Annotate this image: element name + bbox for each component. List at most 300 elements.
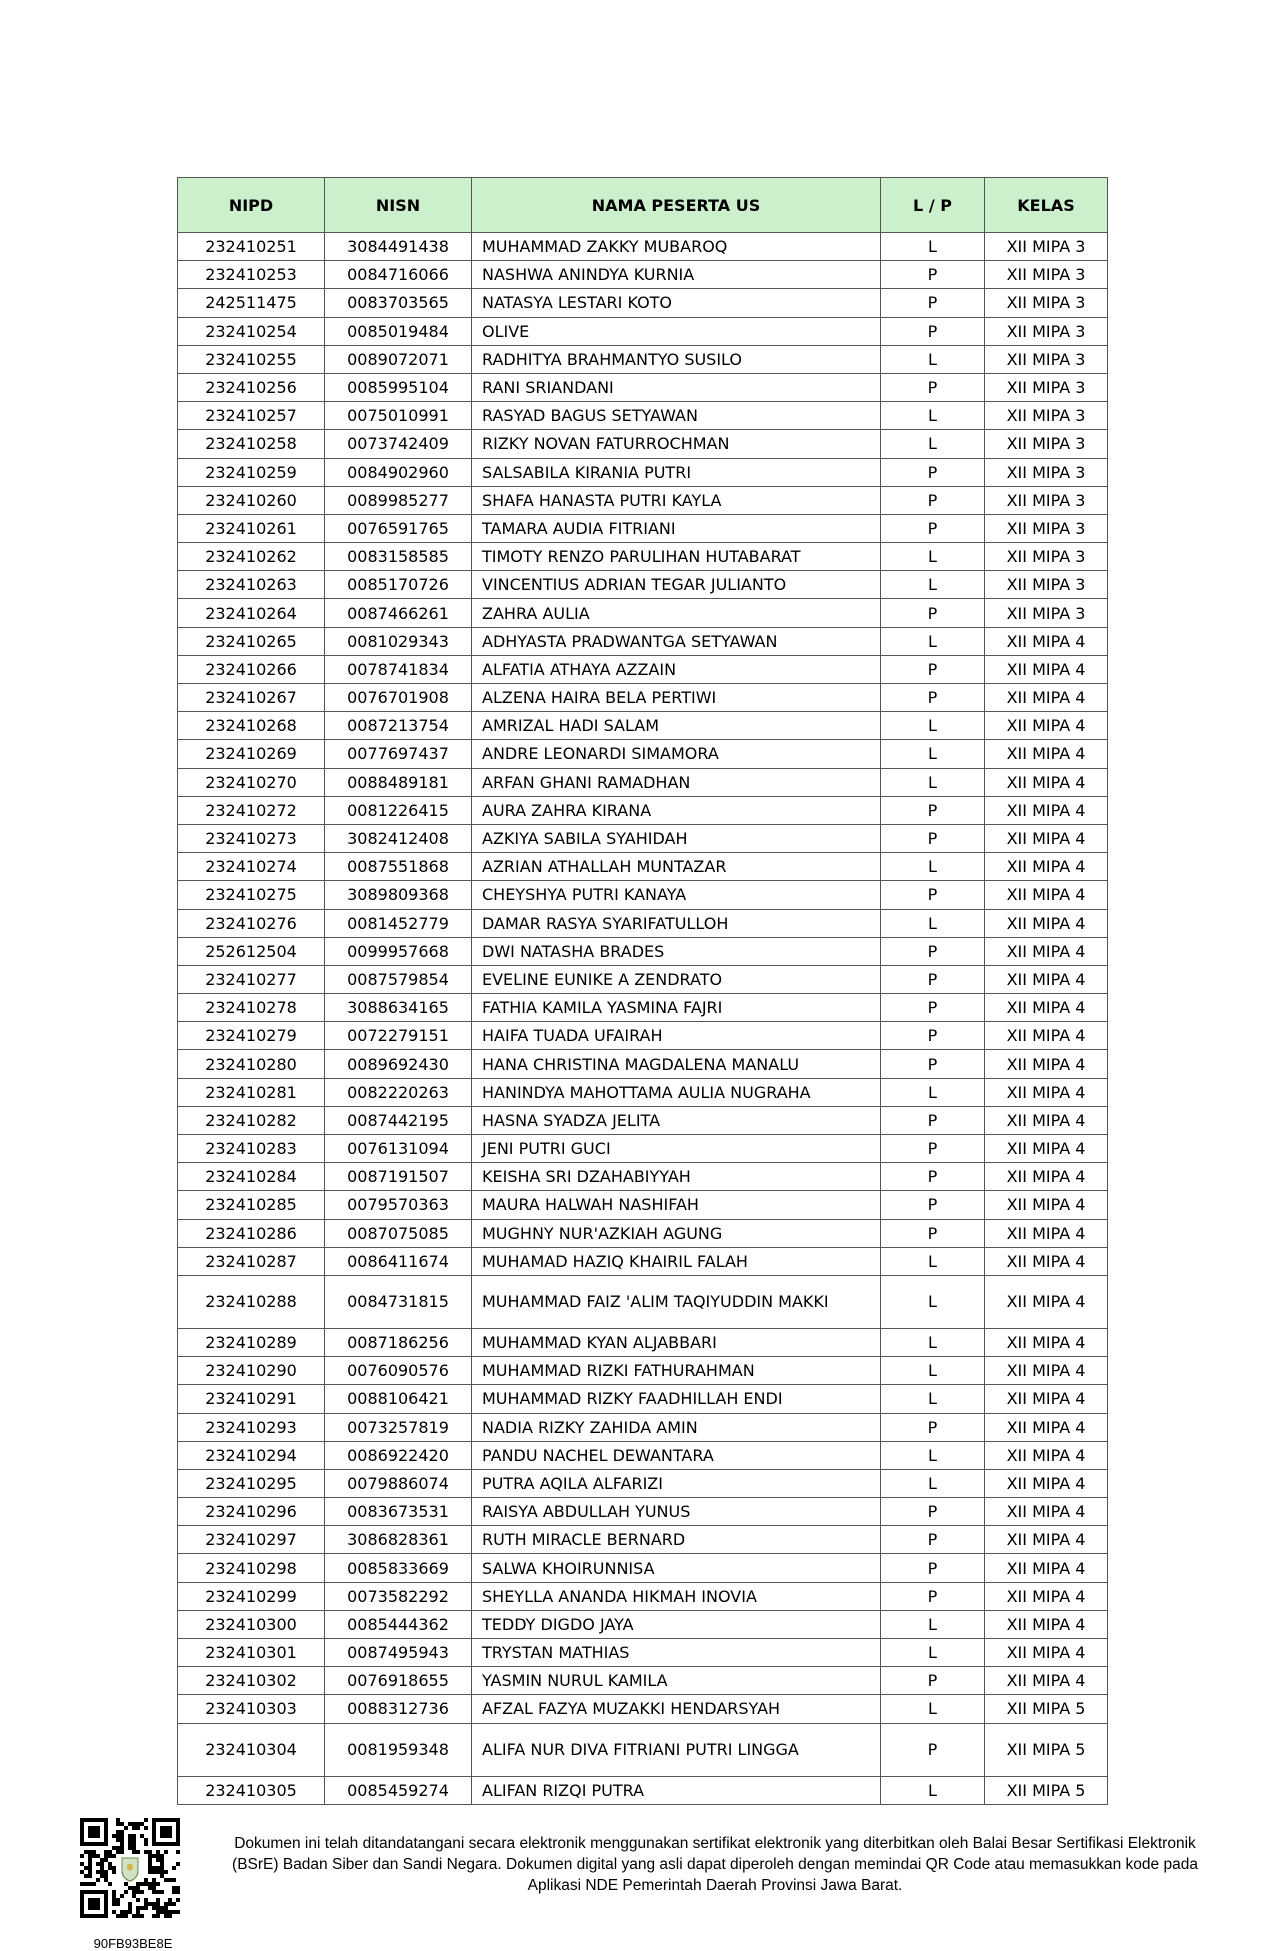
cell-gender: P <box>881 1723 985 1776</box>
cell-nisn: 0083158585 <box>325 543 472 571</box>
cell-nisn: 0077697437 <box>325 740 472 768</box>
cell-gender: P <box>881 655 985 683</box>
cell-nisn: 0076701908 <box>325 684 472 712</box>
cell-gender: P <box>881 1554 985 1582</box>
qr-code-icon <box>80 1818 180 1918</box>
cell-nama: RANI SRIANDANI <box>472 373 881 401</box>
cell-gender: P <box>881 881 985 909</box>
cell-kelas: XII MIPA 4 <box>985 1610 1108 1638</box>
cell-gender: L <box>881 1610 985 1638</box>
cell-nama: HANINDYA MAHOTTAMA AULIA NUGRAHA <box>472 1078 881 1106</box>
cell-gender: P <box>881 1191 985 1219</box>
cell-kelas: XII MIPA 4 <box>985 1191 1108 1219</box>
cell-gender: P <box>881 1526 985 1554</box>
cell-gender: P <box>881 937 985 965</box>
cell-kelas: XII MIPA 4 <box>985 1247 1108 1275</box>
cell-nipd: 232410301 <box>178 1639 325 1667</box>
cell-kelas: XII MIPA 4 <box>985 824 1108 852</box>
cell-gender: P <box>881 514 985 542</box>
cell-nisn: 0084716066 <box>325 261 472 289</box>
table-row <box>178 740 1108 768</box>
cell-nipd: 232410258 <box>178 430 325 458</box>
cell-nisn: 0089692430 <box>325 1050 472 1078</box>
cell-kelas: XII MIPA 4 <box>985 909 1108 937</box>
cell-nama: RASYAD BAGUS SETYAWAN <box>472 402 881 430</box>
header-kelas: KELAS <box>985 178 1108 233</box>
cell-gender: P <box>881 965 985 993</box>
cell-kelas: XII MIPA 4 <box>985 796 1108 824</box>
cell-nisn: 0079570363 <box>325 1191 472 1219</box>
table-row <box>178 233 1108 261</box>
cell-nipd: 232410276 <box>178 909 325 937</box>
cell-gender: P <box>881 1219 985 1247</box>
cell-nipd: 232410290 <box>178 1357 325 1385</box>
cell-nama: AZRIAN ATHALLAH MUNTAZAR <box>472 853 881 881</box>
cell-gender: P <box>881 1163 985 1191</box>
cell-gender: P <box>881 796 985 824</box>
cell-nama: ANDRE LEONARDI SIMAMORA <box>472 740 881 768</box>
cell-nama: DAMAR RASYA SYARIFATULLOH <box>472 909 881 937</box>
cell-gender: L <box>881 853 985 881</box>
table-row <box>178 1639 1108 1667</box>
table-row <box>178 1357 1108 1385</box>
cell-nipd: 232410286 <box>178 1219 325 1247</box>
cell-nama: MAURA HALWAH NASHIFAH <box>472 1191 881 1219</box>
table-row <box>178 1078 1108 1106</box>
cell-kelas: XII MIPA 4 <box>985 740 1108 768</box>
cell-gender: L <box>881 1776 985 1804</box>
table-row <box>178 1667 1108 1695</box>
cell-nama: RAISYA ABDULLAH YUNUS <box>472 1498 881 1526</box>
cell-nipd: 232410266 <box>178 655 325 683</box>
cell-nisn: 0076918655 <box>325 1667 472 1695</box>
cell-nisn: 0075010991 <box>325 402 472 430</box>
cell-nama: TRYSTAN MATHIAS <box>472 1639 881 1667</box>
cell-nisn: 0088489181 <box>325 768 472 796</box>
cell-gender: P <box>881 1050 985 1078</box>
cell-nisn: 0081029343 <box>325 627 472 655</box>
cell-nisn: 0089072071 <box>325 345 472 373</box>
cell-nipd: 232410261 <box>178 514 325 542</box>
table-row <box>178 1163 1108 1191</box>
cell-gender: P <box>881 261 985 289</box>
table-row <box>178 599 1108 627</box>
cell-kelas: XII MIPA 4 <box>985 853 1108 881</box>
cell-nipd: 232410263 <box>178 571 325 599</box>
table-row <box>178 1469 1108 1497</box>
cell-nama: YASMIN NURUL KAMILA <box>472 1667 881 1695</box>
cell-gender: P <box>881 824 985 852</box>
cell-kelas: XII MIPA 3 <box>985 543 1108 571</box>
table-row <box>178 937 1108 965</box>
table-row <box>178 853 1108 881</box>
cell-gender: L <box>881 345 985 373</box>
cell-nama: OLIVE <box>472 317 881 345</box>
cell-nama: HASNA SYADZA JELITA <box>472 1106 881 1134</box>
cell-nisn: 0085444362 <box>325 1610 472 1638</box>
cell-nipd: 232410294 <box>178 1441 325 1469</box>
cell-nama: MUHAMMAD RIZKI FATHURAHMAN <box>472 1357 881 1385</box>
cell-kelas: XII MIPA 5 <box>985 1776 1108 1804</box>
cell-kelas: XII MIPA 4 <box>985 994 1108 1022</box>
cell-kelas: XII MIPA 4 <box>985 684 1108 712</box>
cell-nama: TEDDY DIGDO JAYA <box>472 1610 881 1638</box>
table-row <box>178 655 1108 683</box>
cell-gender: L <box>881 909 985 937</box>
table-row <box>178 965 1108 993</box>
cell-nama: SALWA KHOIRUNNISA <box>472 1554 881 1582</box>
table-row <box>178 1247 1108 1275</box>
cell-kelas: XII MIPA 4 <box>985 1582 1108 1610</box>
cell-kelas: XII MIPA 4 <box>985 1441 1108 1469</box>
cell-nipd: 232410273 <box>178 824 325 852</box>
cell-nisn: 0087075085 <box>325 1219 472 1247</box>
cell-nama: DWI NATASHA BRADES <box>472 937 881 965</box>
cell-kelas: XII MIPA 3 <box>985 430 1108 458</box>
cell-nama: RIZKY NOVAN FATURROCHMAN <box>472 430 881 458</box>
cell-nipd: 232410287 <box>178 1247 325 1275</box>
cell-gender: L <box>881 1078 985 1106</box>
header-gender: L / P <box>881 178 985 233</box>
cell-nama: ALFATIA ATHAYA AZZAIN <box>472 655 881 683</box>
cell-kelas: XII MIPA 4 <box>985 1050 1108 1078</box>
cell-gender: P <box>881 289 985 317</box>
cell-nisn: 0085459274 <box>325 1776 472 1804</box>
cell-nisn: 0087442195 <box>325 1106 472 1134</box>
cell-kelas: XII MIPA 3 <box>985 317 1108 345</box>
table-row <box>178 909 1108 937</box>
cell-gender: P <box>881 1022 985 1050</box>
cell-kelas: XII MIPA 3 <box>985 233 1108 261</box>
cell-kelas: XII MIPA 4 <box>985 712 1108 740</box>
cell-nipd: 232410288 <box>178 1275 325 1328</box>
cell-kelas: XII MIPA 4 <box>985 937 1108 965</box>
cell-nama: ALZENA HAIRA BELA PERTIWI <box>472 684 881 712</box>
cell-nisn: 0073742409 <box>325 430 472 458</box>
table-row <box>178 1050 1108 1078</box>
cell-nama: MUHAMMAD RIZKY FAADHILLAH ENDI <box>472 1385 881 1413</box>
cell-nama: TAMARA AUDIA FITRIANI <box>472 514 881 542</box>
cell-nipd: 232410298 <box>178 1554 325 1582</box>
cell-nama: SHEYLLA ANANDA HIKMAH INOVIA <box>472 1582 881 1610</box>
table-row <box>178 1498 1108 1526</box>
cell-nipd: 232410297 <box>178 1526 325 1554</box>
cell-nipd: 232410253 <box>178 261 325 289</box>
header-nipd: NIPD <box>178 178 325 233</box>
cell-nama: FATHIA KAMILA YASMINA FAJRI <box>472 994 881 1022</box>
table-row <box>178 768 1108 796</box>
cell-kelas: XII MIPA 3 <box>985 514 1108 542</box>
cell-nisn: 0087495943 <box>325 1639 472 1667</box>
cell-kelas: XII MIPA 3 <box>985 599 1108 627</box>
cell-gender: L <box>881 1695 985 1723</box>
cell-nama: MUHAMMAD ZAKKY MUBAROQ <box>472 233 881 261</box>
cell-gender: L <box>881 233 985 261</box>
cell-nipd: 252612504 <box>178 937 325 965</box>
cell-nipd: 232410283 <box>178 1135 325 1163</box>
cell-gender: P <box>881 1413 985 1441</box>
cell-nipd: 232410289 <box>178 1328 325 1356</box>
cell-kelas: XII MIPA 3 <box>985 402 1108 430</box>
cell-nisn: 0087579854 <box>325 965 472 993</box>
cell-nama: MUGHNY NUR'AZKIAH AGUNG <box>472 1219 881 1247</box>
table-row <box>178 514 1108 542</box>
cell-nama: SALSABILA KIRANIA PUTRI <box>472 458 881 486</box>
table-row <box>178 627 1108 655</box>
cell-gender: L <box>881 1357 985 1385</box>
cell-nama: RUTH MIRACLE BERNARD <box>472 1526 881 1554</box>
cell-kelas: XII MIPA 4 <box>985 627 1108 655</box>
cell-gender: L <box>881 1441 985 1469</box>
cell-nama: ADHYASTA PRADWANTGA SETYAWAN <box>472 627 881 655</box>
cell-nisn: 0083673531 <box>325 1498 472 1526</box>
cell-gender: L <box>881 1385 985 1413</box>
cell-nipd: 232410255 <box>178 345 325 373</box>
cell-kelas: XII MIPA 3 <box>985 458 1108 486</box>
cell-nipd: 242511475 <box>178 289 325 317</box>
cell-nipd: 232410305 <box>178 1776 325 1804</box>
cell-nisn: 0078741834 <box>325 655 472 683</box>
cell-nipd: 232410293 <box>178 1413 325 1441</box>
table-row <box>178 1328 1108 1356</box>
cell-nisn: 0079886074 <box>325 1469 472 1497</box>
cell-nipd: 232410303 <box>178 1695 325 1723</box>
cell-nipd: 232410269 <box>178 740 325 768</box>
cell-nisn: 0085833669 <box>325 1554 472 1582</box>
cell-nipd: 232410262 <box>178 543 325 571</box>
cell-gender: P <box>881 373 985 401</box>
cell-nama: TIMOTY RENZO PARULIHAN HUTABARAT <box>472 543 881 571</box>
cell-nama: NATASYA LESTARI KOTO <box>472 289 881 317</box>
cell-kelas: XII MIPA 4 <box>985 1667 1108 1695</box>
table-row <box>178 1441 1108 1469</box>
cell-nisn: 0087191507 <box>325 1163 472 1191</box>
cell-gender: P <box>881 486 985 514</box>
cell-nipd: 232410270 <box>178 768 325 796</box>
cell-nama: PANDU NACHEL DEWANTARA <box>472 1441 881 1469</box>
cell-nipd: 232410264 <box>178 599 325 627</box>
cell-nama: AZKIYA SABILA SYAHIDAH <box>472 824 881 852</box>
cell-nama: JENI PUTRI GUCI <box>472 1135 881 1163</box>
table-row <box>178 430 1108 458</box>
cell-gender: L <box>881 768 985 796</box>
cell-nisn: 3086828361 <box>325 1526 472 1554</box>
cell-kelas: XII MIPA 4 <box>985 1385 1108 1413</box>
cell-nama: AMRIZAL HADI SALAM <box>472 712 881 740</box>
cell-gender: P <box>881 1582 985 1610</box>
cell-kelas: XII MIPA 4 <box>985 1413 1108 1441</box>
cell-nisn: 0089985277 <box>325 486 472 514</box>
cell-gender: L <box>881 430 985 458</box>
cell-nisn: 0072279151 <box>325 1022 472 1050</box>
cell-nisn: 0081452779 <box>325 909 472 937</box>
cell-kelas: XII MIPA 4 <box>985 965 1108 993</box>
cell-gender: L <box>881 543 985 571</box>
cell-gender: P <box>881 599 985 627</box>
cell-nisn: 0076090576 <box>325 1357 472 1385</box>
table-header-row <box>178 178 1108 233</box>
cell-nisn: 0086922420 <box>325 1441 472 1469</box>
table-row <box>178 712 1108 740</box>
cell-nisn: 0085019484 <box>325 317 472 345</box>
cell-nisn: 0082220263 <box>325 1078 472 1106</box>
qr-code-id: 90FB93BE8E <box>93 1936 173 1951</box>
cell-kelas: XII MIPA 3 <box>985 289 1108 317</box>
cell-nisn: 3082412408 <box>325 824 472 852</box>
cell-nama: PUTRA AQILA ALFARIZI <box>472 1469 881 1497</box>
table-row <box>178 373 1108 401</box>
cell-nama: RADHITYA BRAHMANTYO SUSILO <box>472 345 881 373</box>
table-row <box>178 1191 1108 1219</box>
cell-nisn: 0081959348 <box>325 1723 472 1776</box>
cell-nipd: 232410265 <box>178 627 325 655</box>
participant-table <box>177 177 1108 1805</box>
cell-nisn: 3089809368 <box>325 881 472 909</box>
cell-nipd: 232410274 <box>178 853 325 881</box>
table-row <box>178 1219 1108 1247</box>
cell-kelas: XII MIPA 4 <box>985 1357 1108 1385</box>
cell-nama: ALIFA NUR DIVA FITRIANI PUTRI LINGGA <box>472 1723 881 1776</box>
cell-nipd: 232410254 <box>178 317 325 345</box>
cell-nama: ZAHRA AULIA <box>472 599 881 627</box>
cell-nama: EVELINE EUNIKE A ZENDRATO <box>472 965 881 993</box>
cell-nisn: 3084491438 <box>325 233 472 261</box>
table-row <box>178 486 1108 514</box>
cell-nipd: 232410275 <box>178 881 325 909</box>
table-row <box>178 1135 1108 1163</box>
cell-nisn: 0085995104 <box>325 373 472 401</box>
cell-nipd: 232410302 <box>178 1667 325 1695</box>
cell-kelas: XII MIPA 3 <box>985 571 1108 599</box>
cell-kelas: XII MIPA 4 <box>985 1526 1108 1554</box>
table-row <box>178 402 1108 430</box>
cell-nipd: 232410272 <box>178 796 325 824</box>
cell-nama: VINCENTIUS ADRIAN TEGAR JULIANTO <box>472 571 881 599</box>
cell-nisn: 0087186256 <box>325 1328 472 1356</box>
cell-kelas: XII MIPA 4 <box>985 1078 1108 1106</box>
cell-nama: ARFAN GHANI RAMADHAN <box>472 768 881 796</box>
table-row <box>178 1610 1108 1638</box>
cell-nisn: 0087213754 <box>325 712 472 740</box>
cell-nisn: 0087466261 <box>325 599 472 627</box>
cell-kelas: XII MIPA 3 <box>985 486 1108 514</box>
cell-nisn: 0099957668 <box>325 937 472 965</box>
cell-nipd: 232410279 <box>178 1022 325 1050</box>
table-row <box>178 345 1108 373</box>
cell-nisn: 0088312736 <box>325 1695 472 1723</box>
cell-nipd: 232410295 <box>178 1469 325 1497</box>
cell-nipd: 232410256 <box>178 373 325 401</box>
table-row <box>178 824 1108 852</box>
cell-gender: P <box>881 317 985 345</box>
cell-nama: MUHAMMAD KYAN ALJABBARI <box>472 1328 881 1356</box>
cell-nisn: 0088106421 <box>325 1385 472 1413</box>
cell-nama: SHAFA HANASTA PUTRI KAYLA <box>472 486 881 514</box>
table-row <box>178 261 1108 289</box>
cell-gender: L <box>881 571 985 599</box>
cell-kelas: XII MIPA 4 <box>985 1135 1108 1163</box>
cell-nipd: 232410284 <box>178 1163 325 1191</box>
cell-gender: L <box>881 740 985 768</box>
cell-nipd: 232410291 <box>178 1385 325 1413</box>
cell-nama: NADIA RIZKY ZAHIDA AMIN <box>472 1413 881 1441</box>
cell-gender: P <box>881 1667 985 1695</box>
cell-nisn: 0084731815 <box>325 1275 472 1328</box>
table-body <box>178 233 1108 1805</box>
cell-nama: AURA ZAHRA KIRANA <box>472 796 881 824</box>
cell-nisn: 0076591765 <box>325 514 472 542</box>
table-row <box>178 1695 1108 1723</box>
table-row <box>178 1582 1108 1610</box>
cell-nisn: 0087551868 <box>325 853 472 881</box>
cell-kelas: XII MIPA 4 <box>985 1498 1108 1526</box>
cell-gender: L <box>881 712 985 740</box>
table-row <box>178 543 1108 571</box>
cell-kelas: XII MIPA 4 <box>985 1639 1108 1667</box>
cell-nipd: 232410259 <box>178 458 325 486</box>
cell-kelas: XII MIPA 4 <box>985 1106 1108 1134</box>
cell-kelas: XII MIPA 4 <box>985 1275 1108 1328</box>
table-row <box>178 1526 1108 1554</box>
table-row <box>178 1385 1108 1413</box>
cell-kelas: XII MIPA 4 <box>985 1469 1108 1497</box>
cell-nisn: 0073582292 <box>325 1582 472 1610</box>
cell-kelas: XII MIPA 5 <box>985 1723 1108 1776</box>
cell-nipd: 232410251 <box>178 233 325 261</box>
table-row <box>178 1776 1108 1804</box>
table-row <box>178 1723 1108 1776</box>
cell-gender: L <box>881 1328 985 1356</box>
cell-nipd: 232410267 <box>178 684 325 712</box>
cell-nisn: 0076131094 <box>325 1135 472 1163</box>
cell-nama: NASHWA ANINDYA KURNIA <box>472 261 881 289</box>
table-row <box>178 1106 1108 1134</box>
table-row <box>178 684 1108 712</box>
cell-nama: MUHAMAD HAZIQ KHAIRIL FALAH <box>472 1247 881 1275</box>
cell-nama: HANA CHRISTINA MAGDALENA MANALU <box>472 1050 881 1078</box>
table-row <box>178 289 1108 317</box>
cell-nipd: 232410280 <box>178 1050 325 1078</box>
cell-gender: L <box>881 1247 985 1275</box>
cell-nipd: 232410304 <box>178 1723 325 1776</box>
table-row <box>178 796 1108 824</box>
cell-nama: MUHAMMAD FAIZ 'ALIM TAQIYUDDIN MAKKI <box>472 1275 881 1328</box>
cell-nisn: 3088634165 <box>325 994 472 1022</box>
cell-gender: L <box>881 1639 985 1667</box>
cell-kelas: XII MIPA 3 <box>985 373 1108 401</box>
cell-gender: L <box>881 1275 985 1328</box>
cell-nisn: 0073257819 <box>325 1413 472 1441</box>
table-row <box>178 317 1108 345</box>
table-row <box>178 571 1108 599</box>
cell-nisn: 0081226415 <box>325 796 472 824</box>
cell-gender: P <box>881 1498 985 1526</box>
cell-gender: P <box>881 458 985 486</box>
cell-nipd: 232410260 <box>178 486 325 514</box>
cell-nipd: 232410278 <box>178 994 325 1022</box>
cell-nipd: 232410281 <box>178 1078 325 1106</box>
cell-kelas: XII MIPA 4 <box>985 881 1108 909</box>
cell-nipd: 232410268 <box>178 712 325 740</box>
cell-gender: L <box>881 402 985 430</box>
cell-nama: KEISHA SRI DZAHABIYYAH <box>472 1163 881 1191</box>
cell-nama: HAIFA TUADA UFAIRAH <box>472 1022 881 1050</box>
table-row <box>178 458 1108 486</box>
cell-nisn: 0086411674 <box>325 1247 472 1275</box>
header-nama: NAMA PESERTA US <box>472 178 881 233</box>
cell-nipd: 232410282 <box>178 1106 325 1134</box>
cell-nipd: 232410257 <box>178 402 325 430</box>
